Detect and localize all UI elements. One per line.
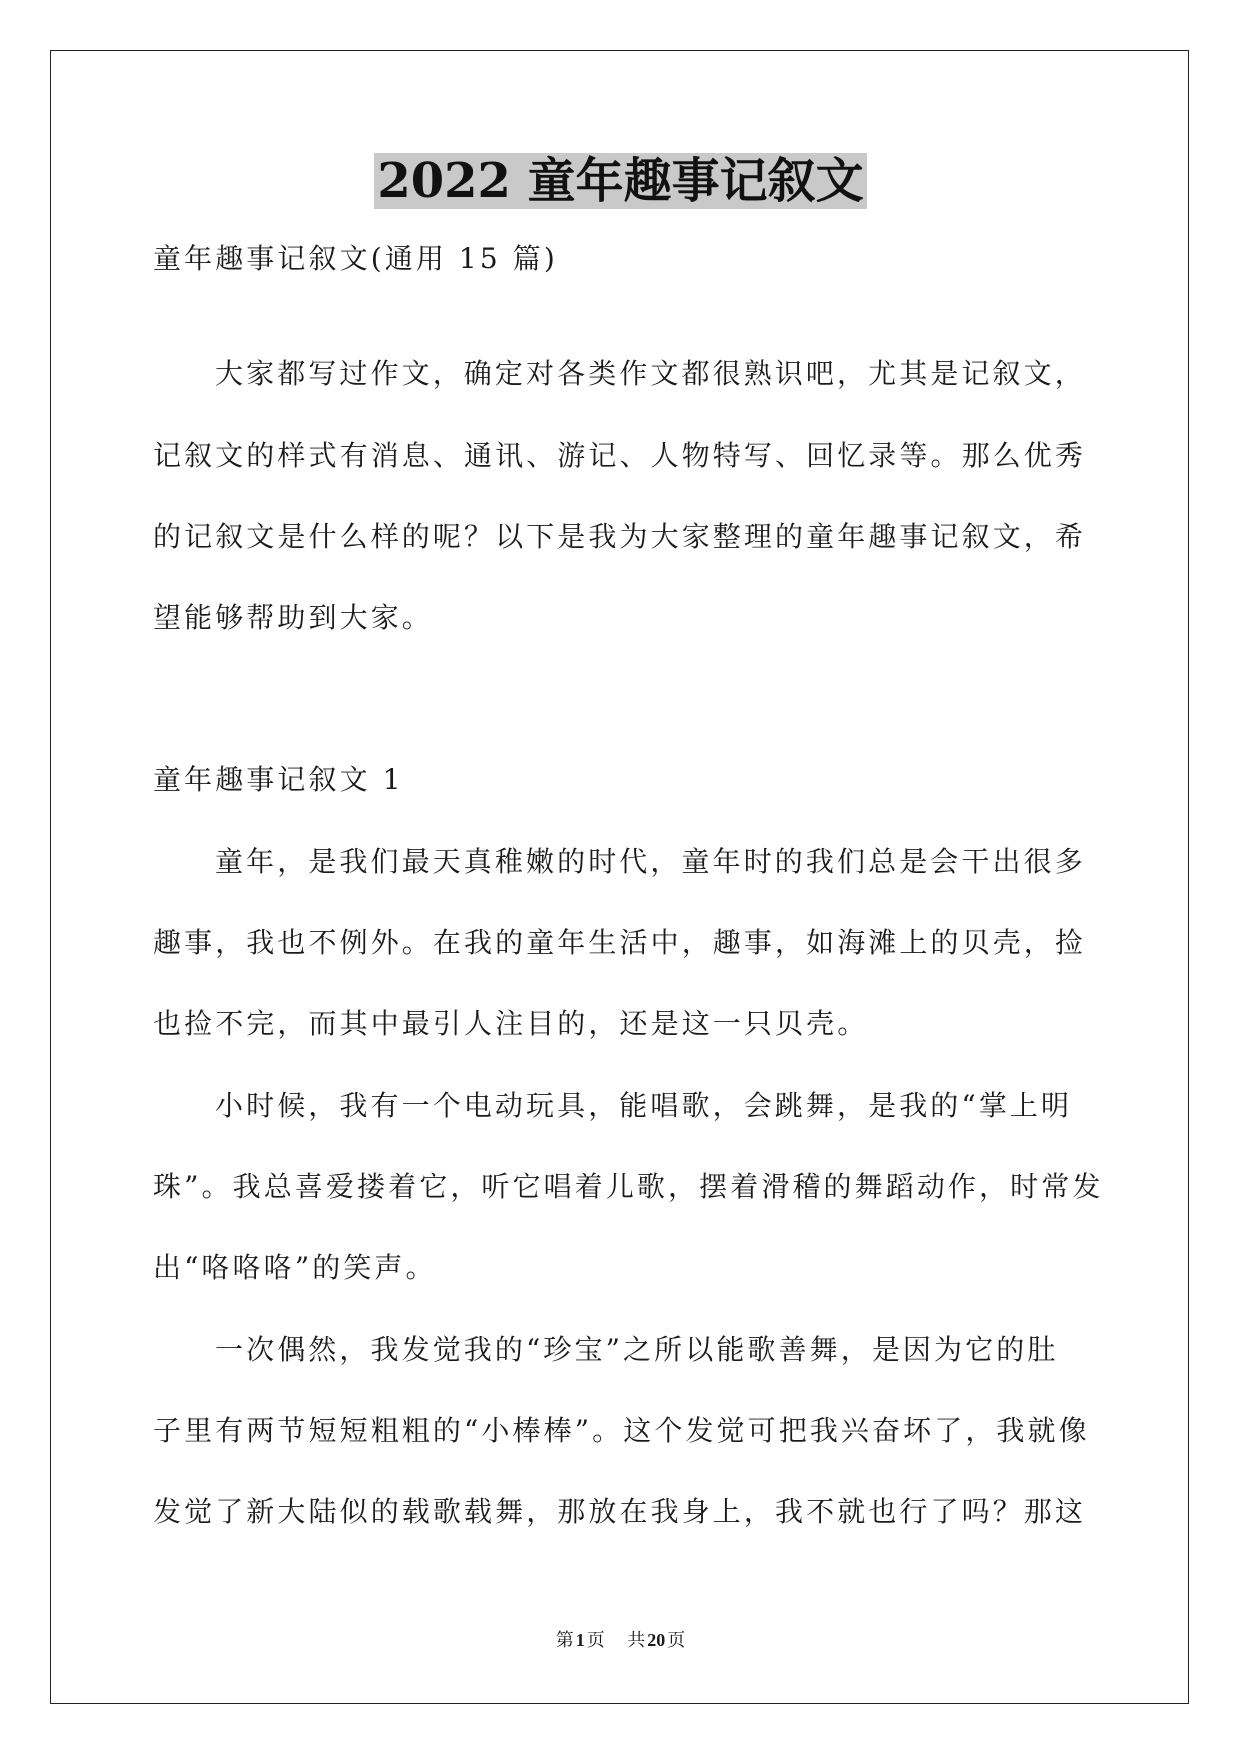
page-prefix: 第 (555, 1630, 574, 1650)
page-number: 1 (575, 1630, 585, 1650)
document-title: 2022 童年趣事记叙文 (374, 153, 866, 209)
page-footer (0, 1627, 1241, 1653)
total-pages-indicator (627, 1630, 685, 1650)
paragraph-line: 趣事，我也不例外。在我的童年生活中，趣事，如海滩上的贝壳，捡 (153, 926, 1087, 960)
paragraph-line: 的记叙文是什么样的呢？以下是我为大家整理的童年趣事记叙文，希 (153, 519, 1087, 553)
total-suffix: 页 (667, 1630, 686, 1650)
paragraph-line: 记叙文的样式有消息、通讯、游记、人物特写、回忆录等。那么优秀 (153, 438, 1087, 472)
body-paragraph (153, 1309, 1133, 1553)
body-paragraph (153, 821, 1133, 1065)
section-heading: 童年趣事记叙文 1 (153, 763, 404, 797)
paragraph-line: 出“咯咯咯”的笑声。 (153, 1251, 437, 1285)
paragraph-line: 子里有两节短短粗粗的“小棒棒”。这个发觉可把我兴奋坏了，我就像 (153, 1413, 1090, 1447)
page-suffix: 页 (586, 1630, 605, 1650)
total-pages: 20 (647, 1630, 666, 1650)
paragraph-line: 小时候，我有一个电动玩具，能唱歌，会跳舞，是我的“掌上明 (215, 1088, 1073, 1122)
body-paragraph (153, 1065, 1133, 1309)
page-indicator (556, 1630, 610, 1650)
title-container (0, 153, 1241, 209)
paragraph-line: 童年，是我们最天真稚嫩的时代，童年时的我们总是会干出很多 (215, 844, 1086, 878)
total-prefix: 共 (627, 1630, 646, 1650)
document-subtitle: 童年趣事记叙文(通用 15 篇) (153, 242, 558, 275)
intro-paragraph (153, 333, 1133, 658)
paragraph-line: 望能够帮助到大家。 (153, 601, 433, 635)
document-body (153, 218, 1133, 1552)
paragraph-line: 大家都写过作文，确定对各类作文都很熟识吧，尤其是记叙文， (215, 357, 1086, 391)
paragraph-line: 一次偶然，我发觉我的“珍宝”之所以能歌善舞，是因为它的肚 (215, 1332, 1059, 1366)
paragraph-line: 也捡不完，而其中最引人注目的，还是这一只贝壳。 (153, 1007, 869, 1041)
paragraph-line: 珠”。我总喜爱搂着它，听它唱着儿歌，摆着滑稽的舞蹈动作，时常发 (153, 1169, 1104, 1203)
paragraph-line: 发觉了新大陆似的载歌载舞，那放在我身上，我不就也行了吗？那这 (153, 1495, 1087, 1529)
